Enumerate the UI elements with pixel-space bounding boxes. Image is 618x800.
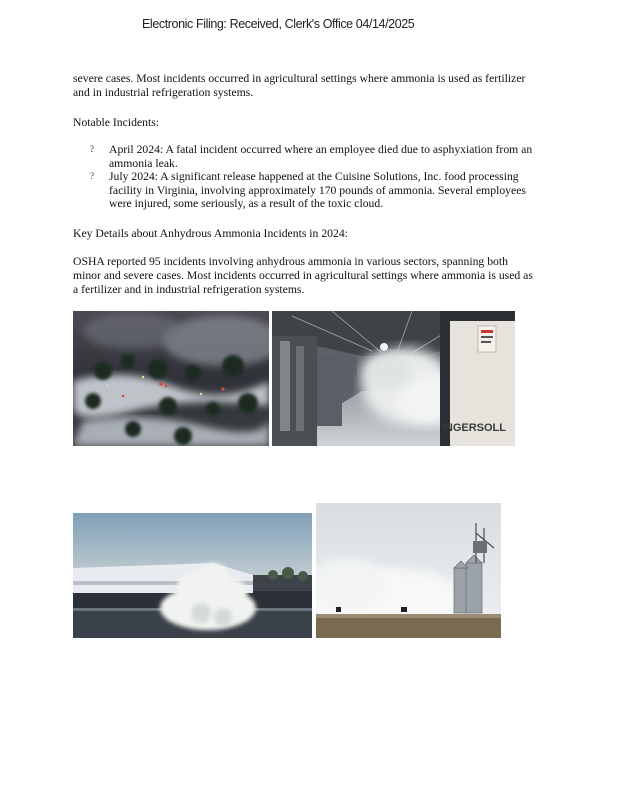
bullet-marker: ?	[90, 171, 94, 181]
aerial-ammonia-fog-photo	[73, 311, 269, 446]
intro-continuation-paragraph: severe cases. Most incidents occurred in agricultural settings where ammonia is used as fertilizer and in industrial refrigeration systems.	[73, 72, 526, 99]
facility-vapor-cloud-photo	[73, 513, 312, 638]
list-item	[73, 143, 543, 170]
osha-paragraph: OSHA reported 95 incidents involving anhydrous ammonia in various sectors, spanning both minor and severe cases. Most incidents occurred in agricultural settings where ammonia is used as a fertilizer and in industrial refrigeration systems.	[73, 255, 533, 296]
key-details-heading: Key Details about Anhydrous Ammonia Incidents in 2024:	[73, 227, 348, 240]
refrigeration-plant-leak-photo	[272, 311, 515, 446]
bullet-marker: ?	[90, 144, 94, 154]
notable-incidents-heading: Notable Incidents:	[73, 116, 160, 129]
list-item	[73, 170, 543, 211]
incident-text: July 2024: A significant release happened at the Cuisine Solutions, Inc. food processing facility in Virginia, involving approximately 170 pounds of ammonia. Several employees were injured, some seriously, as a result of the toxic cloud.	[109, 170, 526, 210]
incident-text: April 2024: A fatal incident occurred where an employee died due to asphyxiation from an ammonia leak.	[109, 143, 533, 170]
grain-silo-ammonia-release-photo	[316, 503, 501, 638]
incident-list	[73, 143, 543, 211]
filing-stamp: Electronic Filing: Received, Clerk's Office 04/14/2025	[142, 17, 415, 31]
ingersoll-sign-text: INGERSOLL	[441, 422, 506, 434]
